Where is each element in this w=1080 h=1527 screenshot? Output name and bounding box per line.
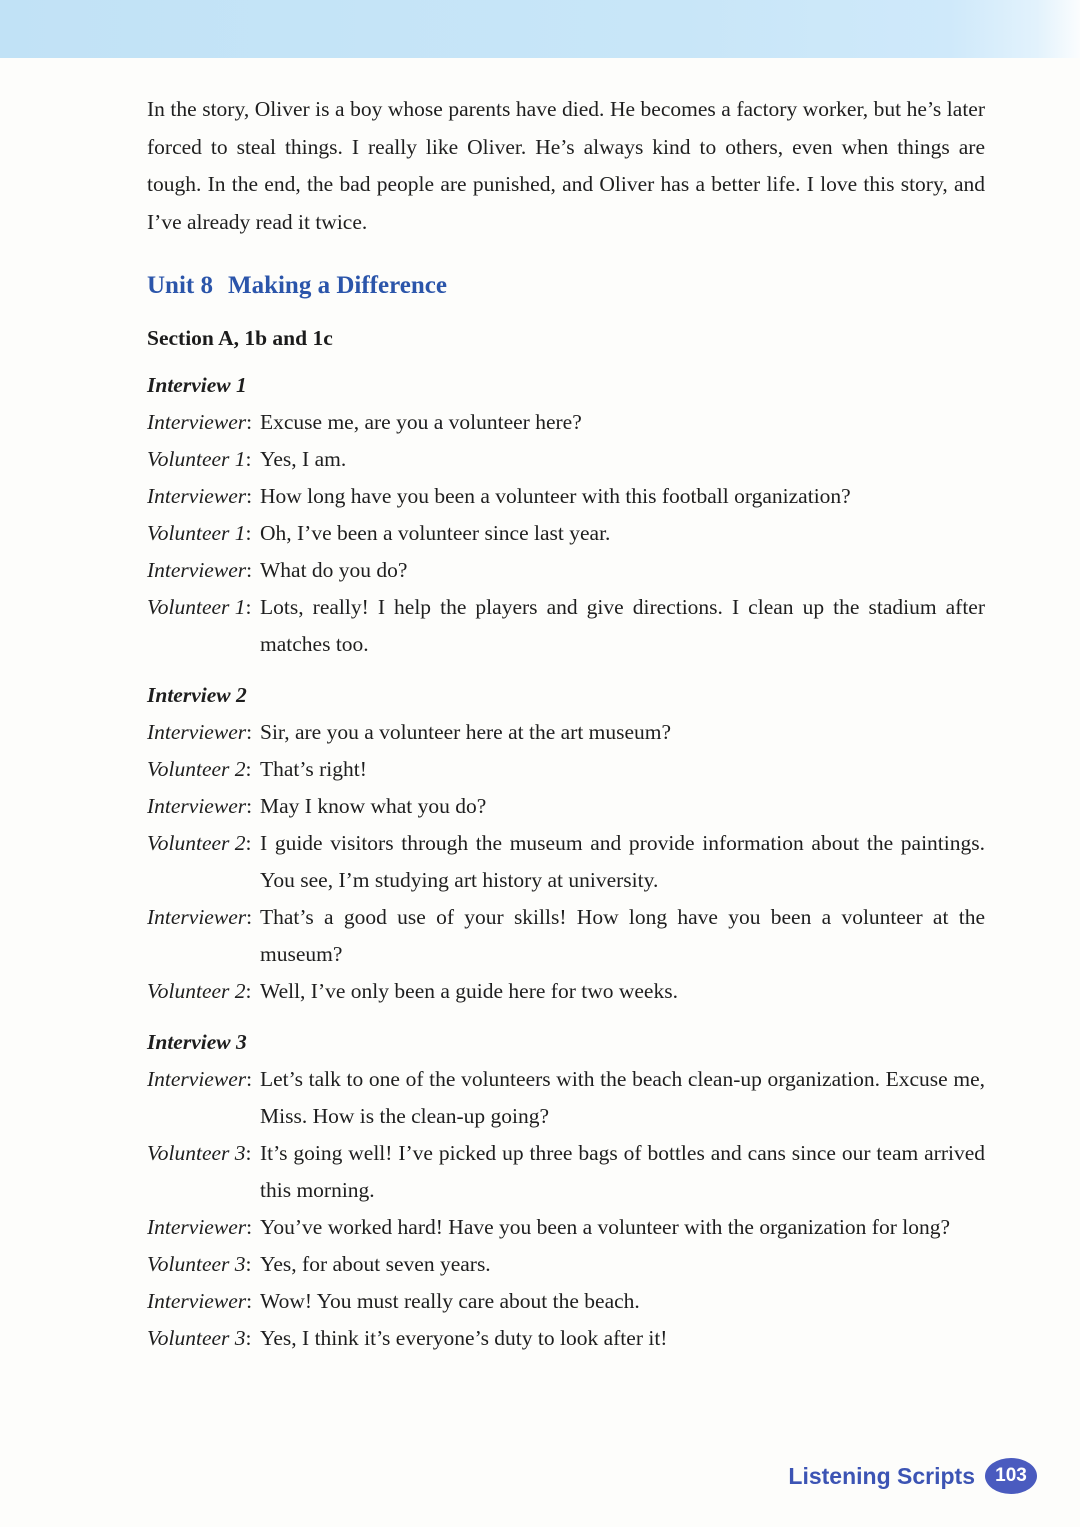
interview-block-3 bbox=[147, 1024, 985, 1357]
interview-block-2 bbox=[147, 677, 985, 1010]
dialogue-line bbox=[147, 1246, 985, 1283]
speaker-label: Volunteer 3: bbox=[147, 1252, 252, 1276]
dialogue-line bbox=[147, 1283, 985, 1320]
speaker-label: Interviewer: bbox=[147, 410, 253, 434]
speaker-label: Volunteer 2: bbox=[147, 757, 252, 781]
speaker-label: Volunteer 3: bbox=[147, 1141, 252, 1165]
dialogue-line bbox=[147, 404, 985, 441]
speaker-label: Interviewer: bbox=[147, 1067, 253, 1091]
utterance-text: That’s right! bbox=[260, 757, 367, 781]
section-heading: Section A, 1b and 1c bbox=[147, 326, 333, 350]
utterance-text: May I know what you do? bbox=[260, 794, 487, 818]
dialogue-line bbox=[147, 1320, 985, 1357]
speaker-label: Volunteer 1: bbox=[147, 595, 252, 619]
speaker-label: Interviewer: bbox=[147, 720, 253, 744]
utterance-text: Let’s talk to one of the volunteers with the beach clean-up organization. Excuse me, Miss. How is the clean-up going? bbox=[260, 1067, 985, 1128]
dialogue-line bbox=[147, 478, 985, 515]
dialogue-line bbox=[147, 788, 985, 825]
utterance-text: Wow! You must really care about the beach. bbox=[260, 1289, 640, 1313]
utterance-text: Excuse me, are you a volunteer here? bbox=[260, 410, 582, 434]
utterance-text: How long have you been a volunteer with this football organization? bbox=[260, 484, 851, 508]
utterance-text: Sir, are you a volunteer here at the art museum? bbox=[260, 720, 672, 744]
speaker-label: Interviewer: bbox=[147, 905, 253, 929]
dialogue-line bbox=[147, 1135, 985, 1209]
page-footer bbox=[788, 1458, 1037, 1494]
dialogue-line bbox=[147, 899, 985, 973]
unit-title: Making a Difference bbox=[227, 272, 447, 299]
utterance-text: Yes, I think it’s everyone’s duty to look after it! bbox=[260, 1326, 668, 1350]
speaker-label: Interviewer: bbox=[147, 1289, 253, 1313]
page-number-badge: 103 bbox=[985, 1458, 1037, 1494]
speaker-label: Volunteer 2: bbox=[147, 979, 252, 1003]
dialogue-line bbox=[147, 589, 985, 663]
speaker-label: Interviewer: bbox=[147, 1215, 253, 1239]
dialogue-line bbox=[147, 552, 985, 589]
interview-block-1 bbox=[147, 367, 985, 663]
dialogue-line bbox=[147, 973, 985, 1010]
dialogue-line bbox=[147, 441, 985, 478]
utterance-text: Yes, I am. bbox=[260, 447, 347, 471]
speaker-label: Volunteer 1: bbox=[147, 521, 252, 545]
utterance-text: That’s a good use of your skills! How long have you been a volunteer at the museum? bbox=[260, 905, 985, 966]
utterance-text: Lots, really! I help the players and give directions. I clean up the stadium after matches too. bbox=[260, 595, 985, 656]
interview-title: Interview 1 bbox=[147, 373, 247, 397]
dialogue-line bbox=[147, 1061, 985, 1135]
dialogue-line bbox=[147, 1209, 985, 1246]
dialogue-line bbox=[147, 751, 985, 788]
top-band bbox=[0, 0, 1080, 58]
utterance-text: Well, I’ve only been a guide here for two weeks. bbox=[260, 979, 678, 1003]
utterance-text: You’ve worked hard! Have you been a volunteer with the organization for long? bbox=[260, 1215, 950, 1239]
speaker-label: Volunteer 3: bbox=[147, 1326, 252, 1350]
unit-label: Unit 8 bbox=[147, 272, 213, 299]
dialogue-line bbox=[147, 515, 985, 552]
interview-title: Interview 2 bbox=[147, 683, 247, 707]
interviews-container bbox=[147, 367, 985, 1357]
speaker-label: Volunteer 1: bbox=[147, 447, 252, 471]
speaker-label: Volunteer 2: bbox=[147, 831, 252, 855]
dialogue-line bbox=[147, 825, 985, 899]
unit-heading bbox=[147, 271, 985, 301]
dialogue-line bbox=[147, 714, 985, 751]
utterance-text: I guide visitors through the museum and provide information about the paintings. You see, I’m studying art history at university. bbox=[260, 831, 985, 892]
speaker-label: Interviewer: bbox=[147, 484, 253, 508]
utterance-text: Yes, for about seven years. bbox=[260, 1252, 491, 1276]
speaker-label: Interviewer: bbox=[147, 794, 253, 818]
footer-label: Listening Scripts bbox=[788, 1462, 975, 1489]
utterance-text: It’s going well! I’ve picked up three bags of bottles and cans since our team arrived this morning. bbox=[260, 1141, 985, 1202]
intro-paragraph: In the story, Oliver is a boy whose parents have died. He becomes a factory worker, but he’s later forced to steal things. I really like Oliver. He’s always kind to others, even when things are tough. In the end, the bad people are punished, and Oliver has a better life. I love this story, and I’ve already read it twice. bbox=[147, 97, 985, 234]
interview-title: Interview 3 bbox=[147, 1030, 247, 1054]
utterance-text: What do you do? bbox=[260, 558, 408, 582]
speaker-label: Interviewer: bbox=[147, 558, 253, 582]
utterance-text: Oh, I’ve been a volunteer since last year. bbox=[260, 521, 611, 545]
page-content bbox=[0, 58, 1080, 1357]
